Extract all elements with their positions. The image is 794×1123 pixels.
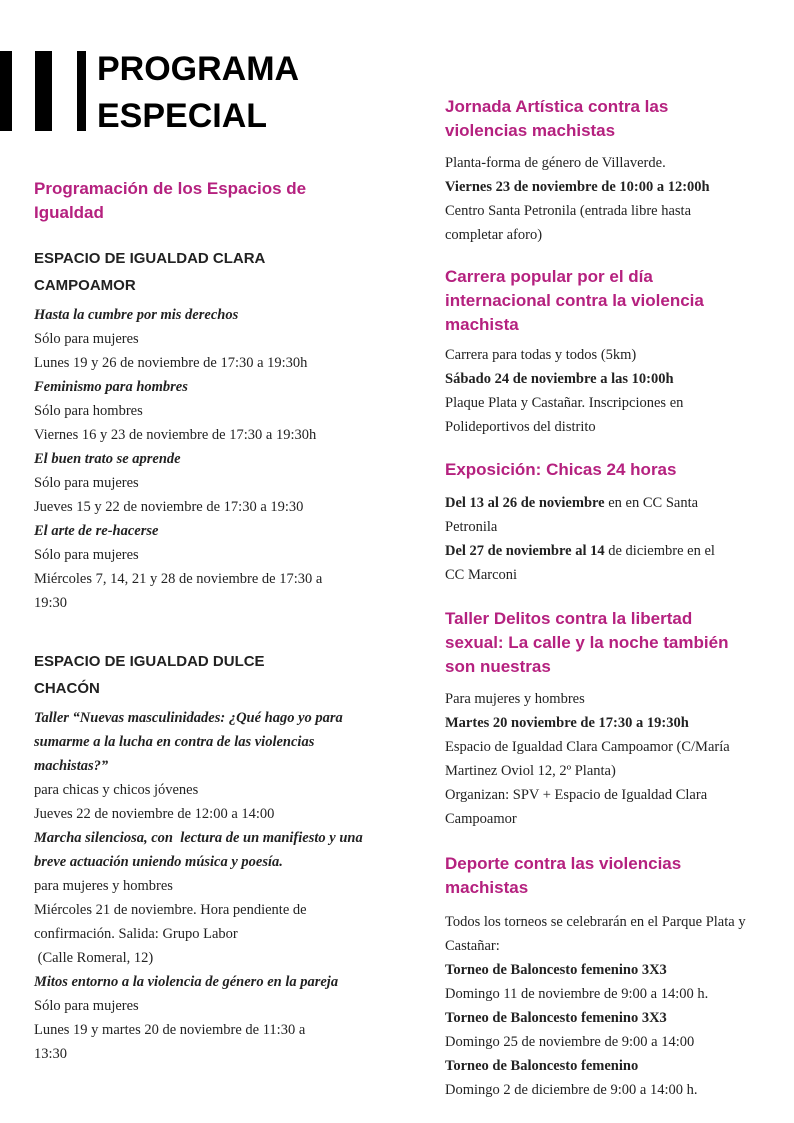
- event-audience: Sólo para mujeres: [34, 475, 139, 491]
- event-date: Lunes 19 y martes 20 de noviembre de 11:30 a: [34, 1022, 306, 1038]
- event-date: Miércoles 21 de noviembre. Hora pendiente de: [34, 902, 307, 918]
- event-location: (Calle Romeral, 12): [34, 950, 154, 966]
- event-title: Taller “Nuevas masculinidades: ¿Qué hago yo para: [34, 710, 343, 726]
- event-date: Jueves 22 de noviembre de 12:00 a 14:00: [34, 806, 275, 822]
- exposicion-details: Del 13 al 26 de noviembre en en CC Santa Petronila Del 27 de noviembre al 14 de diciembre en el CC Marconi: [445, 495, 715, 583]
- event-audience: para mujeres y hombres: [34, 878, 173, 894]
- dulce-chacon-heading: ESPACIO DE IGUALDAD DULCE CHACÓN: [34, 653, 265, 697]
- event-audience: para chicas y chicos jóvenes: [34, 782, 199, 798]
- event-title: machistas?”: [34, 758, 109, 774]
- event-title: Mitos entorno a la violencia de género en la pareja: [34, 974, 339, 990]
- deporte-heading: Deporte contra las violencias machistas: [445, 854, 682, 897]
- event-date: Jueves 15 y 22 de noviembre de 17:30 a 19:30: [34, 499, 304, 515]
- clara-campoamor-list: [34, 303, 379, 615]
- left-column: [34, 177, 379, 1066]
- carrera-details: Carrera para todas y todos (5km) Sábado 24 de noviembre a las 10:00h Plaque Plata y Castañar. Inscripciones en Polideportivos del distrito: [445, 347, 684, 435]
- exposicion-heading: Exposición: Chicas 24 horas: [445, 460, 677, 479]
- event-date: Miércoles 7, 14, 21 y 28 de noviembre de 17:30 a: [34, 571, 323, 587]
- taller-details: Para mujeres y hombres Martes 20 noviembre de 17:30 a 19:30h Espacio de Igualdad Clara Campoamor (C/María Martinez Oviol 12, 2º Planta) Organizan: SPV + Espacio de Igualdad Clara Campoamor: [445, 691, 730, 827]
- event-title: El buen trato se aprende: [34, 451, 181, 467]
- carrera-heading: Carrera popular por el día internacional contra la violencia machista: [445, 267, 704, 334]
- event-date: 19:30: [34, 595, 68, 611]
- jornada-heading: Jornada Artística contra las violencias machistas: [445, 97, 669, 140]
- dulce-chacon-list: [34, 706, 379, 1066]
- right-column: [445, 95, 785, 1102]
- decorative-bar-1: [0, 51, 12, 131]
- event-title: breve actuación uniendo música y poesía.: [34, 854, 283, 870]
- decorative-bar-3: [77, 51, 86, 131]
- event-title: Feminismo para hombres: [34, 379, 188, 395]
- event-title: sumarme a la lucha en contra de las violencias: [34, 734, 315, 750]
- decorative-bar-2: [35, 51, 52, 131]
- event-title: Hasta la cumbre por mis derechos: [34, 307, 239, 323]
- event-date: Lunes 19 y 26 de noviembre de 17:30 a 19:30h: [34, 355, 308, 371]
- event-audience: Sólo para mujeres: [34, 547, 139, 563]
- taller-heading: Taller Delitos contra la libertad sexual: La calle y la noche también son nuestras: [445, 609, 729, 676]
- event-audience: Sólo para mujeres: [34, 331, 139, 347]
- event-date: Viernes 16 y 23 de noviembre de 17:30 a 19:30h: [34, 427, 317, 443]
- clara-campoamor-heading: ESPACIO DE IGUALDAD CLARA CAMPOAMOR: [34, 250, 266, 294]
- event-date: confirmación. Salida: Grupo Labor: [34, 926, 238, 942]
- event-title: El arte de re-hacerse: [34, 523, 159, 539]
- espacios-heading: Programación de los Espacios de Igualdad: [34, 179, 307, 222]
- event-audience: Sólo para mujeres: [34, 998, 139, 1014]
- event-title: Marcha silenciosa, con lectura de un manifiesto y una: [34, 830, 363, 846]
- event-date: 13:30: [34, 1046, 68, 1062]
- event-audience: Sólo para hombres: [34, 403, 143, 419]
- jornada-details: Planta-forma de género de Villaverde. Viernes 23 de noviembre de 10:00 a 12:00h Centro Santa Petronila (entrada libre hasta completar aforo): [445, 155, 710, 243]
- page-title: PROGRAMA ESPECIAL: [97, 50, 300, 135]
- deporte-details: Todos los torneos se celebrarán en el Parque Plata y Castañar: Torneo de Baloncesto femenino 3X3 Domingo 11 de noviembre de 9:00 a 14:00 h. Torneo de Baloncesto femenino 3X3 Domingo 25 de noviembre de 9:00 a 14:00 Torneo de Baloncesto femenino Domingo 2 de diciembre de 9:00 a 14:00 h.: [445, 914, 746, 1098]
